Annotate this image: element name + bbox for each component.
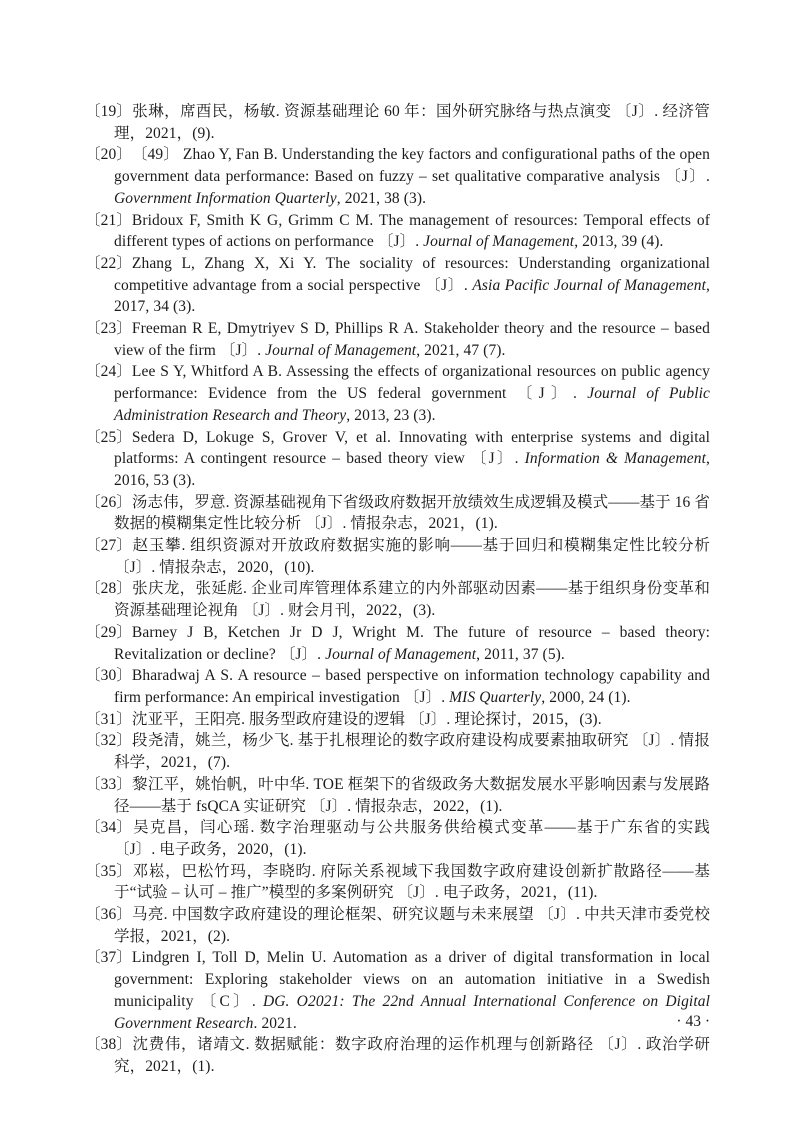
reference-number: 〔35〕 bbox=[85, 862, 132, 880]
reference-item bbox=[85, 427, 710, 492]
journal-name: Government Information Quarterly bbox=[114, 189, 337, 207]
reference-text: 沈亚平，王阳亮. 服务型政府建设的逻辑 〔J〕. 理论探讨，2015，(3). bbox=[131, 710, 602, 728]
reference-text: 马亮. 中国数字政府建设的理论框架、研究议题与未来展望 〔J〕. 中共天津市委党校学报，2021，(2). bbox=[114, 906, 710, 945]
reference-text: 吴克昌，闫心瑶. 数字治理驱动与公共服务供给模式变革——基于广东省的实践 〔J〕. 电子政务，2020，(1). bbox=[114, 819, 710, 858]
reference-text: , 2011, 37 (5). bbox=[476, 645, 565, 663]
reference-item bbox=[85, 210, 710, 253]
reference-text: 张庆龙，张延彪. 企业司库管理体系建立的内外部驱动因素——基于组织身份变革和资源基础理论视角 〔J〕. 财会月刊，2022，(3). bbox=[114, 580, 710, 620]
journal-name: Asia Pacific Journal of Management bbox=[472, 276, 706, 294]
reference-number: 〔38〕 bbox=[85, 1036, 132, 1054]
reference-item bbox=[85, 730, 710, 773]
reference-number: 〔22〕 bbox=[85, 254, 132, 272]
reference-item bbox=[85, 817, 710, 860]
journal-name: Journal of Management bbox=[325, 645, 477, 663]
reference-text: , 2013, 23 (3). bbox=[346, 406, 436, 424]
reference-item bbox=[85, 535, 710, 578]
reference-text: Barney J B, Ketchen Jr D J, Wright M. The future of resource – based theory: Revitalization or decline? 〔J〕. bbox=[114, 623, 710, 663]
reference-number: 〔19〕 bbox=[85, 103, 132, 120]
reference-number: 〔36〕 bbox=[85, 906, 132, 924]
reference-text: Bharadwaj A S. A resource – based perspective on information technology capability and firm performance: An empirical investigation 〔J〕. bbox=[114, 667, 710, 706]
reference-text: Sedera D, Lokuge S, Grover V, et al. Innovating with enterprise systems and digital platforms: A contingent resource – based theory view 〔J〕. bbox=[114, 428, 710, 468]
reference-item bbox=[85, 774, 710, 817]
reference-number: 〔34〕 bbox=[85, 819, 132, 837]
reference-text: 赵玉攀. 组织资源对开放政府数据实施的影响——基于回归和模糊集定性比较分析 〔J〕. 情报杂志，2020，(10). bbox=[114, 537, 710, 576]
reference-text: Lindgren I, Toll D, Melin U. Automation as a driver of digital transformation in local government: Exploring stakeholder views on an automation initiative in a Swedish municipality 〔C〕. bbox=[114, 949, 710, 1010]
reference-item bbox=[85, 904, 710, 947]
reference-text: , 2017, 34 (3). bbox=[114, 276, 710, 316]
reference-item bbox=[85, 101, 710, 144]
reference-number: 〔30〕 bbox=[85, 667, 132, 685]
reference-text: , 2021, 38 (3). bbox=[336, 189, 427, 207]
reference-text: Lee S Y, Whitford A B. Assessing the effects of organizational resources on public agency performance: Evidence from the US federal government 〔J〕. bbox=[114, 363, 710, 403]
reference-text: Freeman R E, Dmytriyev S D, Phillips R A. Stakeholder theory and the resource – based view of the firm 〔J〕. bbox=[114, 320, 710, 359]
reference-text: , 2013, 39 (4). bbox=[574, 233, 664, 251]
reference-item bbox=[85, 492, 710, 535]
reference-text: , 2021, 47 (7). bbox=[416, 341, 506, 359]
reference-number: 〔21〕 bbox=[85, 211, 132, 229]
reference-text: . 2021. bbox=[253, 1014, 297, 1032]
reference-number: 〔32〕 bbox=[85, 732, 132, 750]
reference-item bbox=[85, 665, 710, 708]
reference-text: 张琳，席酉民，杨敏. 资源基础理论 60 年：国外研究脉络与热点演变 〔J〕. 经济管理，2021，(9). bbox=[114, 103, 710, 142]
journal-name: Information & Management bbox=[524, 450, 707, 468]
reference-number: 〔20〕 bbox=[85, 146, 132, 164]
reference-text: Zhang L, Zhang X, Xi Y. The sociality of resources: Understanding organizational competitive advantage from a social perspective 〔J〕. bbox=[114, 254, 710, 294]
reference-item bbox=[85, 144, 710, 209]
reference-item bbox=[85, 318, 710, 361]
reference-text: 黎江平，姚怡帆，叶中华. TOE 框架下的省级政务大数据发展水平影响因素与发展路径——基于 fsQCA 实证研究 〔J〕. 情报杂志，2022，(1). bbox=[114, 775, 710, 815]
reference-text: , 2016, 53 (3). bbox=[114, 450, 711, 489]
reference-item bbox=[85, 861, 710, 904]
reference-item bbox=[85, 622, 710, 665]
reference-number: 〔33〕 bbox=[85, 775, 132, 793]
reference-item bbox=[85, 709, 710, 731]
reference-text: 汤志伟，罗意. 资源基础视角下省级政府数据开放绩效生成逻辑及模式——基于 16 省数据的模糊集定性比较分析 〔J〕. 情报杂志，2021，(1). bbox=[114, 493, 710, 533]
journal-name: MIS Quarterly bbox=[449, 688, 542, 706]
page-number: · 43 · bbox=[676, 1013, 710, 1030]
reference-item bbox=[85, 361, 710, 426]
reference-text: 沈费伟，诸靖文. 数据赋能：数字政府治理的运作机理与创新路径 〔J〕. 政治学研究，2021，(1). bbox=[114, 1036, 710, 1075]
reference-number: 〔25〕 bbox=[85, 428, 132, 446]
journal-name: Journal of Public Administration Research and Theory bbox=[114, 385, 711, 424]
journal-name: Journal of Management bbox=[423, 233, 575, 251]
reference-item bbox=[85, 253, 710, 318]
reference-text: 邓崧，巴松竹玛，李晓昀. 府际关系视域下我国数字政府建设创新扩散路径——基于“试验 – 认可 – 推广”模型的多案例研究 〔J〕. 电子政务，2021，(11). bbox=[114, 862, 710, 902]
reference-text: 〔49〕 Zhao Y, Fan B. Understanding the key factors and configurational paths of the open government data performance: Based on fuzzy – set qualitative comparative analysis 〔J〕. bbox=[114, 146, 710, 186]
reference-text: Bridoux F, Smith K G, Grimm C M. The management of resources: Temporal effects of different types of actions on performance 〔J〕. bbox=[114, 211, 710, 251]
reference-text: , 2000, 24 (1). bbox=[541, 688, 631, 706]
reference-number: 〔31〕 bbox=[85, 710, 132, 728]
reference-number: 〔37〕 bbox=[85, 949, 132, 967]
reference-number: 〔23〕 bbox=[85, 320, 132, 338]
reference-number: 〔27〕 bbox=[85, 537, 132, 555]
reference-number: 〔29〕 bbox=[85, 623, 132, 641]
journal-name: Journal of Management bbox=[265, 341, 417, 359]
reference-number: 〔28〕 bbox=[85, 580, 132, 598]
reference-number: 〔24〕 bbox=[85, 363, 132, 381]
reference-item bbox=[85, 578, 710, 621]
reference-text: 段尧清，姚兰，杨少飞. 基于扎根理论的数字政府建设构成要素抽取研究 〔J〕. 情报科学，2021，(7). bbox=[114, 732, 710, 772]
reference-item bbox=[85, 1034, 710, 1077]
references-list bbox=[85, 101, 710, 1078]
journal-name: DG. O2021: The 22nd Annual International Conference on Digital Government Research bbox=[114, 992, 710, 1032]
reference-number: 〔26〕 bbox=[85, 493, 132, 511]
